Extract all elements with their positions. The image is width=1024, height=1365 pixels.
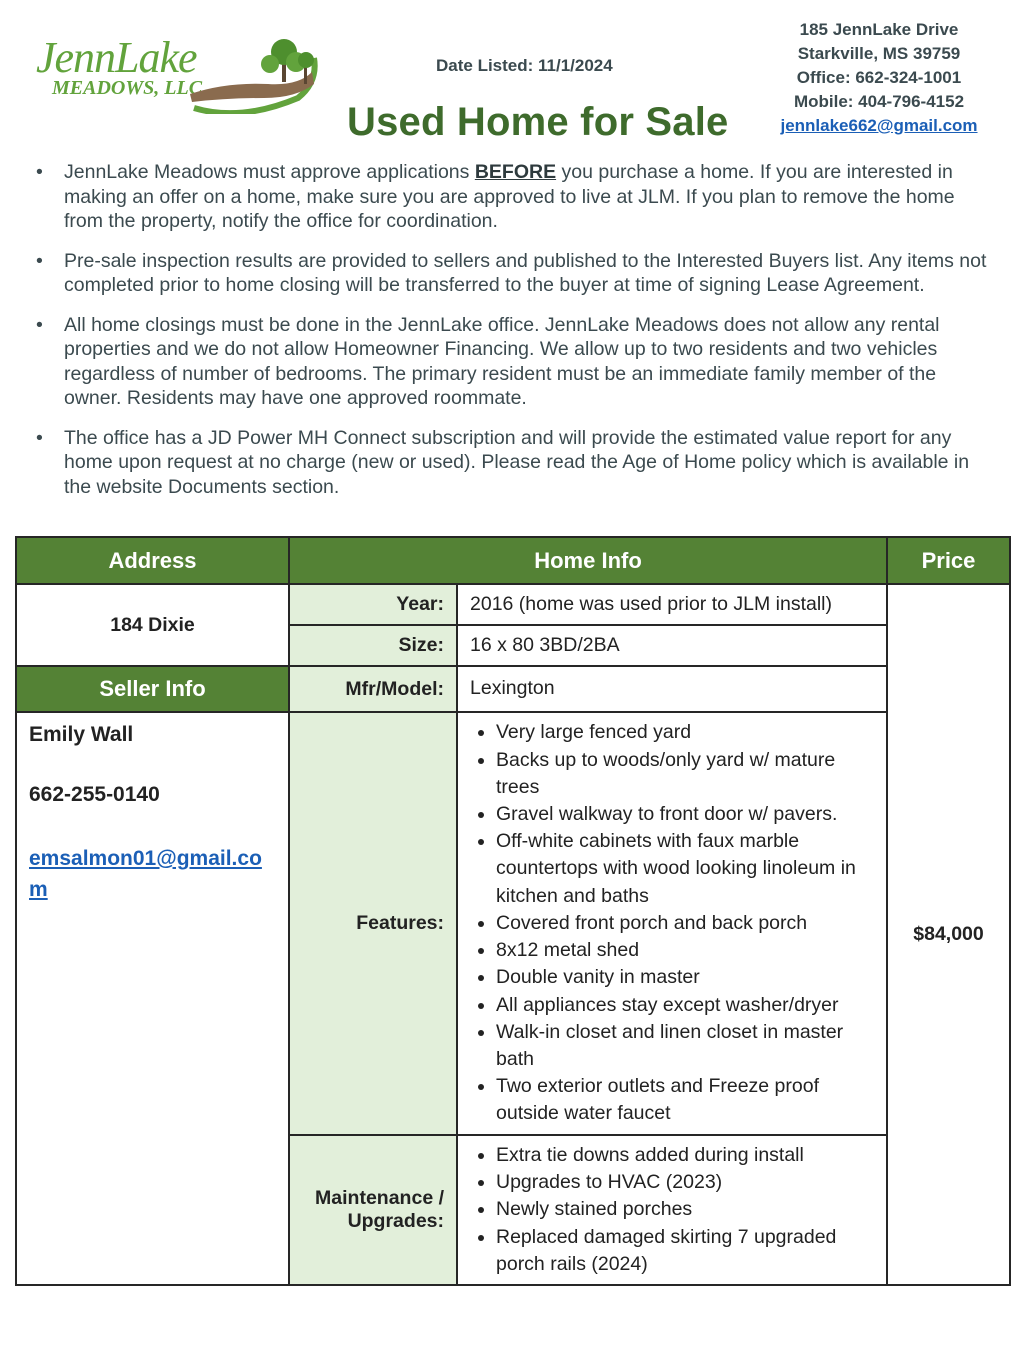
list-item: • Two exterior outlets and Freeze proof outside water faucet xyxy=(496,1073,878,1127)
list-item: • Covered front porch and back porch xyxy=(496,910,878,937)
page-title: Used Home for Sale xyxy=(347,100,729,144)
mfr-label: Mfr/Model: xyxy=(289,666,457,712)
features-list xyxy=(458,713,886,1133)
year-value: 2016 (home was used prior to JLM install) xyxy=(457,584,887,625)
year-label: Year: xyxy=(289,584,457,625)
maintenance-label: Maintenance / Upgrades: xyxy=(289,1135,457,1285)
price-header: Price xyxy=(887,537,1010,584)
note-value-report: • The office has a JD Power MH Connect subscription and will provide the estimated value report for any home upon request at no charge (new or used). Please read the Age of Home policy which is available in the website Documents section. xyxy=(28,426,996,500)
note-closings: • All home closings must be done in the JennLake office. JennLake Meadows does not allow any rental properties and we do not allow Homeowner Financing. We allow up to two residents and two vehicles regardless of number of bedrooms. The primary resident must be an immediate family member of the owner. Residents may have one approved roommate. xyxy=(28,313,996,411)
seller-name: Emily Wall xyxy=(29,723,134,746)
list-item: • Very large fenced yard xyxy=(496,719,878,746)
list-item: • Walk-in closet and linen closet in master bath xyxy=(496,1019,878,1073)
list-item: • Replaced damaged skirting 7 upgraded porch rails (2024) xyxy=(496,1224,878,1278)
landscape-icon xyxy=(186,36,321,114)
list-item: • Backs up to woods/only yard w/ mature trees xyxy=(496,747,878,801)
list-item: • Extra tie downs added during install xyxy=(496,1142,878,1169)
listing-table xyxy=(15,536,1011,1286)
office-phone: Office: 662-324-1001 xyxy=(796,68,962,87)
features-label: Features: xyxy=(289,712,457,1135)
mfr-value: Lexington xyxy=(457,666,887,712)
policy-notes xyxy=(28,160,996,514)
seller-info xyxy=(16,712,289,1285)
maintenance-cell xyxy=(457,1135,887,1285)
address-header: Address xyxy=(16,537,289,584)
list-item: • All appliances stay except washer/dryer xyxy=(496,992,878,1019)
price-value: $84,000 xyxy=(887,584,1010,1285)
size-value: 16 x 80 3BD/2BA xyxy=(457,625,887,666)
list-item: • Gravel walkway to front door w/ pavers. xyxy=(496,801,878,828)
logo-subtitle: MEADOWS, LLC xyxy=(52,77,203,99)
office-email-link[interactable]: jennlake662@gmail.com xyxy=(780,116,978,135)
seller-phone: 662-255-0140 xyxy=(29,783,160,806)
list-item: • 8x12 metal shed xyxy=(496,937,878,964)
office-city: Starkville, MS 39759 xyxy=(797,44,961,63)
home-info-header: Home Info xyxy=(289,537,887,584)
maintenance-list xyxy=(458,1136,886,1284)
jennlake-logo xyxy=(36,33,326,116)
date-listed: Date Listed: 11/1/2024 xyxy=(436,56,613,75)
list-item: • Double vanity in master xyxy=(496,964,878,991)
note-inspection: • Pre-sale inspection results are provided to sellers and published to the Interested Buyers list. Any items not completed prior to home closing will be transferred to the buyer at time of signing Lease Agreement. xyxy=(28,249,996,298)
list-item: • Off-white cabinets with faux marble countertops with wood looking linoleum in kitchen and baths xyxy=(496,828,878,910)
office-street: 185 JennLake Drive xyxy=(799,20,959,39)
list-item: • Newly stained porches xyxy=(496,1196,878,1223)
seller-info-header: Seller Info xyxy=(16,666,289,712)
address-value: 184 Dixie xyxy=(16,584,289,666)
features-cell xyxy=(457,712,887,1135)
list-item: • Upgrades to HVAC (2023) xyxy=(496,1169,878,1196)
office-contact xyxy=(770,18,988,138)
logo-wordmark: JennLake xyxy=(36,33,197,82)
seller-email-link[interactable]: emsalmon01@gmail.com xyxy=(29,847,262,901)
size-label: Size: xyxy=(289,625,457,666)
note-approval: • JennLake Meadows must approve applications BEFORE you purchase a home. If you are interested in making an offer on a home, make sure you are approved to live at JLM. If you plan to remove the home from the property, notify the office for coordination. xyxy=(28,160,996,234)
before-emphasis: BEFORE xyxy=(474,161,557,183)
mobile-phone: Mobile: 404-796-4152 xyxy=(793,92,965,111)
